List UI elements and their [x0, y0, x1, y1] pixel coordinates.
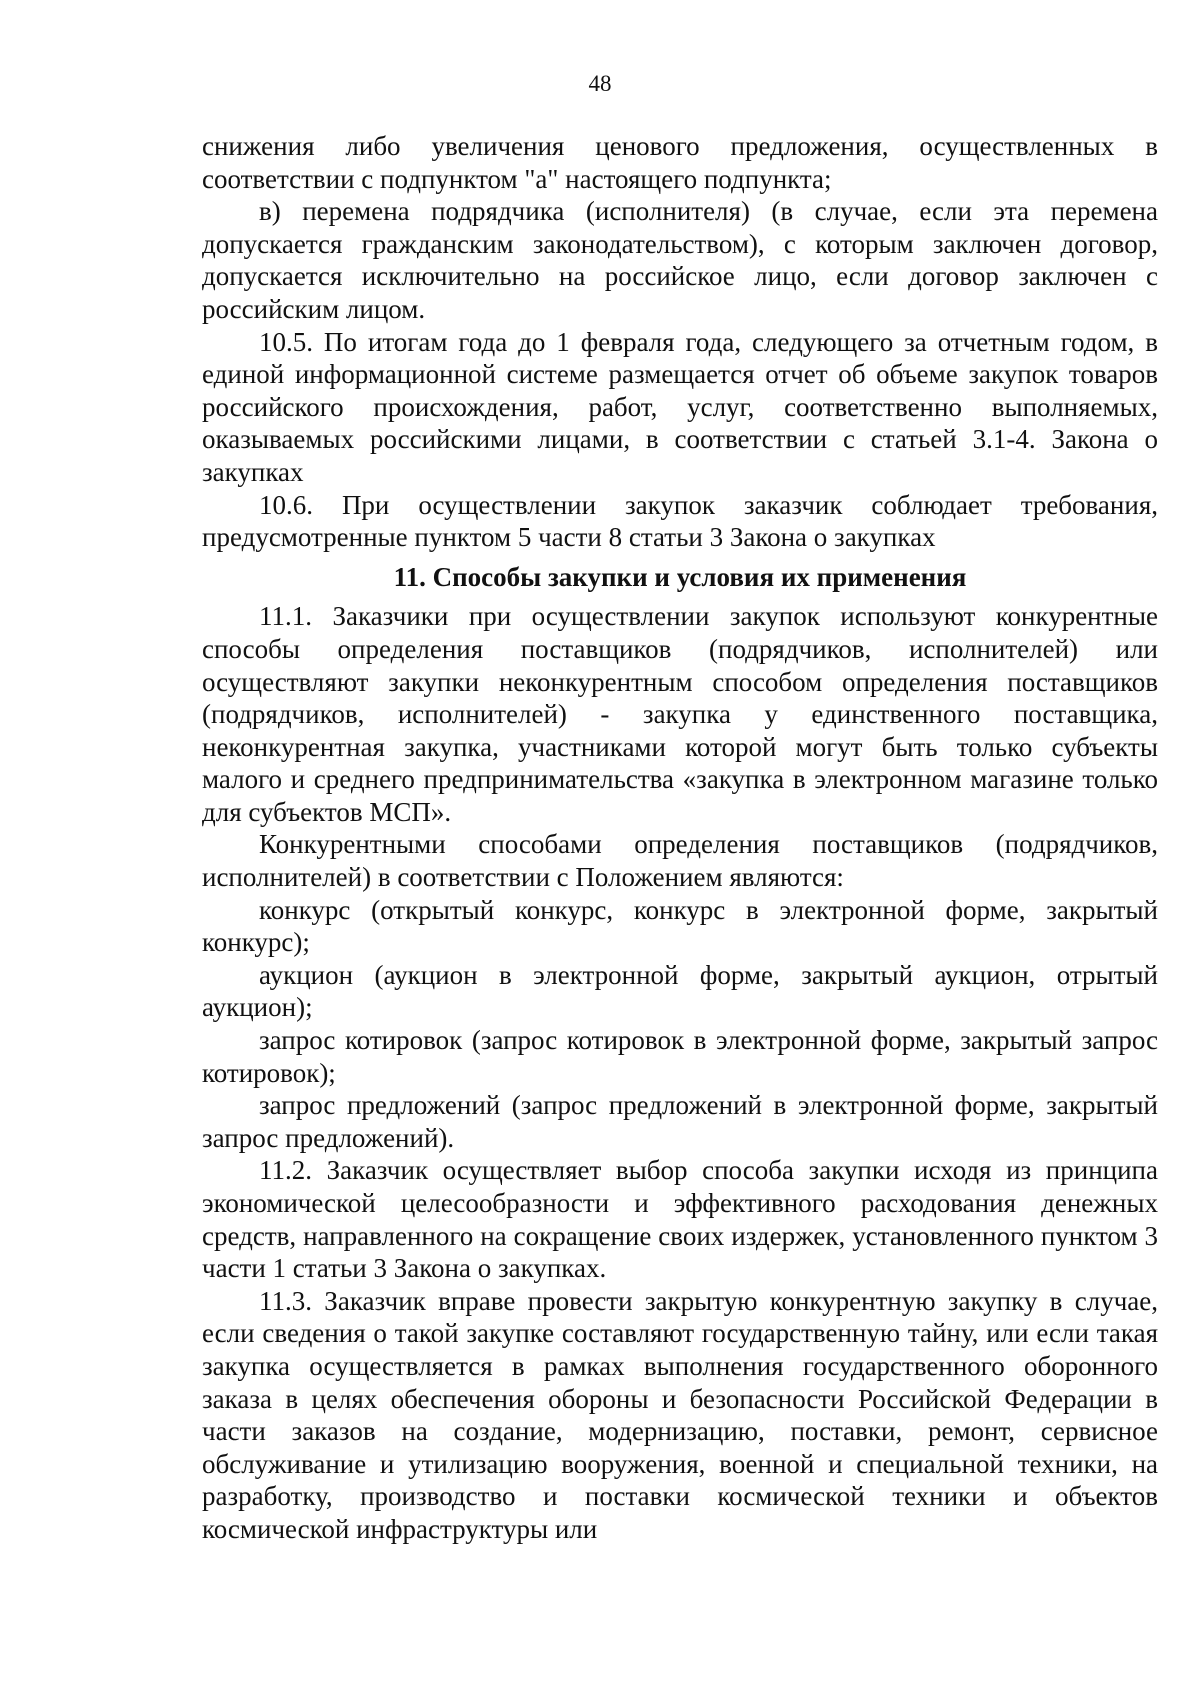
paragraph: 11.1. Заказчики при осуществлении закупок используют конкурентные способы определения поставщиков (подрядчиков, исполнителей) или осуществляют закупки неконкурентным способом определения поставщиков (подрядчиков, исполнителей) - закупка у единственного поставщика, неконкурентная закупка, участниками которой могут быть только субъекты малого и среднего предпринимательства «закупка в электронном магазине только для субъектов МСП».: [202, 601, 1158, 827]
section-heading: 11. Способы закупки и условия их применения: [393, 561, 967, 592]
paragraph: запрос котировок (запрос котировок в электронной форме, закрытый запрос котировок);: [202, 1025, 1158, 1088]
paragraph: 10.5. По итогам года до 1 февраля года, следующего за отчетным годом, в единой информационной системе размещается отчет об объеме закупок товаров российского происхождения, работ, услуг, соответственно выполняемых, оказываемых российскими лицами, в соответствии с статьей 3.1-4. Закона о закупках: [202, 326, 1158, 487]
paragraph: аукцион (аукцион в электронной форме, закрытый аукцион, отрытый аукцион);: [202, 959, 1158, 1023]
paragraphs-before-heading: [202, 130, 1158, 554]
document-body: [202, 130, 1158, 1546]
paragraph: конкурс (открытый конкурс, конкурс в электронной форме, закрытый конкурс);: [202, 894, 1158, 958]
paragraphs-after-heading: [202, 600, 1158, 1545]
paragraph: запрос предложений (запрос предложений в электронной форме, закрытый запрос предложений).: [202, 1090, 1158, 1153]
paragraph: снижения либо увеличения ценового предложения, осуществленных в соответствии с подпунктом "а" настоящего подпункта;: [202, 131, 1158, 194]
paragraph: Конкурентными способами определения поставщиков (подрядчиков, исполнителей) в соответствии с Положением являются:: [202, 829, 1158, 893]
paragraph: в) перемена подрядчика (исполнителя) (в случае, если эта перемена допускается гражданским законодательством), с которым заключен договор, допускается исключительно на российское лицо, если договор заключен с российским лицом.: [202, 196, 1158, 324]
page-number: 48: [588, 71, 612, 96]
paragraph: 11.2. Заказчик осуществляет выбор способа закупки исходя из принципа экономической целесообразности и эффективного расходования денежных средств, направленного на сокращение своих издержек, установленного пунктом 3 части 1 статьи 3 Закона о закупках.: [202, 1155, 1158, 1284]
paragraph: 11.3. Заказчик вправе провести закрытую конкурентную закупку в случае, если сведения о такой закупке составляют государственную тайну, или если такая закупка осуществляется в рамках выполнения государственного оборонного заказа в целях обеспечения обороны и безопасности Российской Федерации в части заказов на создание, модернизацию, поставки, ремонт, сервисное обслуживание и утилизацию вооружения, военной и специальной техники, на разработку, производство и поставки космической техники и объектов космической инфраструктуры или: [202, 1285, 1158, 1544]
paragraph: 10.6. При осуществлении закупок заказчик соблюдает требования, предусмотренные пунктом 5 части 8 статьи 3 Закона о закупках: [202, 489, 1158, 553]
